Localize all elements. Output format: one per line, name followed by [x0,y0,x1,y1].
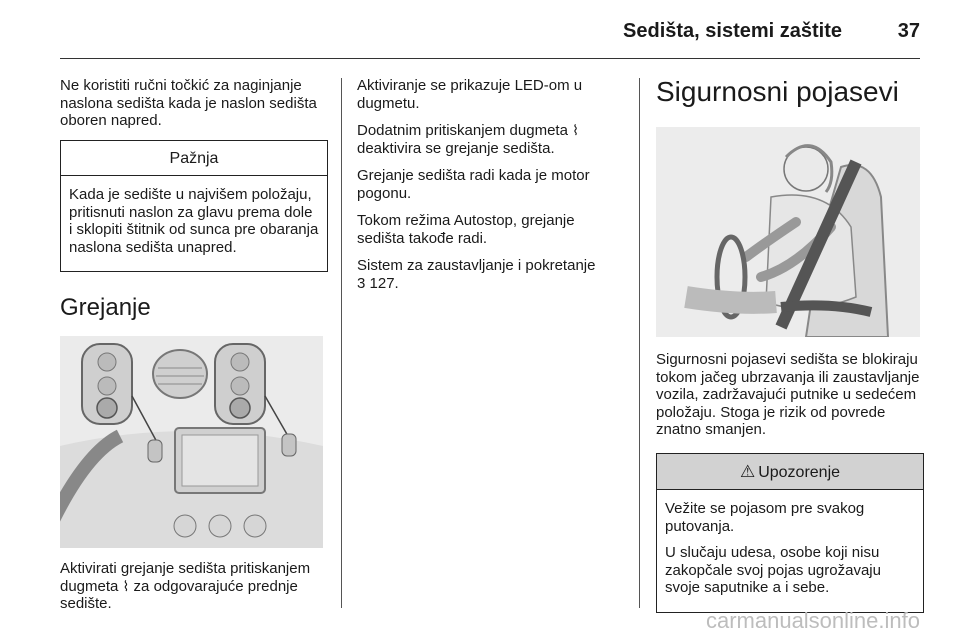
caution-note-text: Kada je sedište u najvišem položaju, pritisnuti naslon za glavu prema dole i sklopiti štitnik od sunca pre obaranja naslona sedišta unapred. [69,186,319,256]
column-3 [656,77,924,613]
deactivate-paragraph: Dodatnim pritiskanjem dugmeta ⌇ deaktivira se grejanje sedišta. [357,122,579,157]
warning-paragraph-1: Vežite se pojasom pre svakog putovanja. [665,500,865,535]
warning-title: ⚠ Upozorenje [657,454,923,491]
page-reference[interactable]: 3 127. [357,274,399,292]
seat-heater-icon: ⌇ [122,577,130,594]
running-header-title: Sedišta, sistemi zaštite [623,20,842,42]
warning-body [657,490,923,612]
intro-paragraph: Ne koristiti ručni točkić za naginjanje naslona sedišta kada je naslon sedišta oboren napred. [60,77,317,129]
warning-box [656,453,924,613]
warning-triangle-icon: ⚠ [739,461,756,481]
caution-note [60,140,328,273]
caution-note-title: Pažnja [61,141,327,177]
watermark: carmanualsonline.info [705,608,920,633]
column-divider-2 [639,78,640,608]
column-divider-1 [341,78,342,608]
seatbelt-heading: Sigurnosni pojasevi [656,76,899,107]
heating-heading: Grejanje [60,294,151,321]
caution-note-body [61,176,327,271]
page-number: 37 [897,20,920,42]
led-paragraph: Aktiviranje se prikazuje LED-om u dugmetu. [357,77,583,112]
seatbelt-driver-illustration [656,127,920,337]
column-1 [60,77,328,623]
heating-caption: Aktivirati grejanje sedišta pritiskanjem dugmeta ⌇ za odgovarajuće prednje sedište. [60,560,311,612]
seat-heating-buttons-illustration [60,336,323,548]
stop-start-paragraph: Sistem za zaustavljanje i pokretanje 3 127. [357,257,596,292]
warning-paragraph-2: U slučaju udesa, osobe koji nisu zakopčale svoj pojas ugrožavaju svoje saputnike a i sebe. [665,544,881,596]
autostop-paragraph: Tokom režima Autostop, grejanje sedišta takođe radi. [357,212,575,247]
seatbelt-paragraph: Sigurnosni pojasevi sedišta se blokiraju tokom jačeg ubrzavanja ili zaustavljanje vozila, zadržavajući putnike u sedećem položaju. Stoga je rizik od povrede znatno smanjen. [656,351,920,438]
column-2 [357,77,622,302]
header-rule [60,58,920,59]
seat-heater-icon: ⌇ [572,122,579,138]
engine-paragraph: Grejanje sedišta radi kada je motor pogonu. [357,167,590,202]
